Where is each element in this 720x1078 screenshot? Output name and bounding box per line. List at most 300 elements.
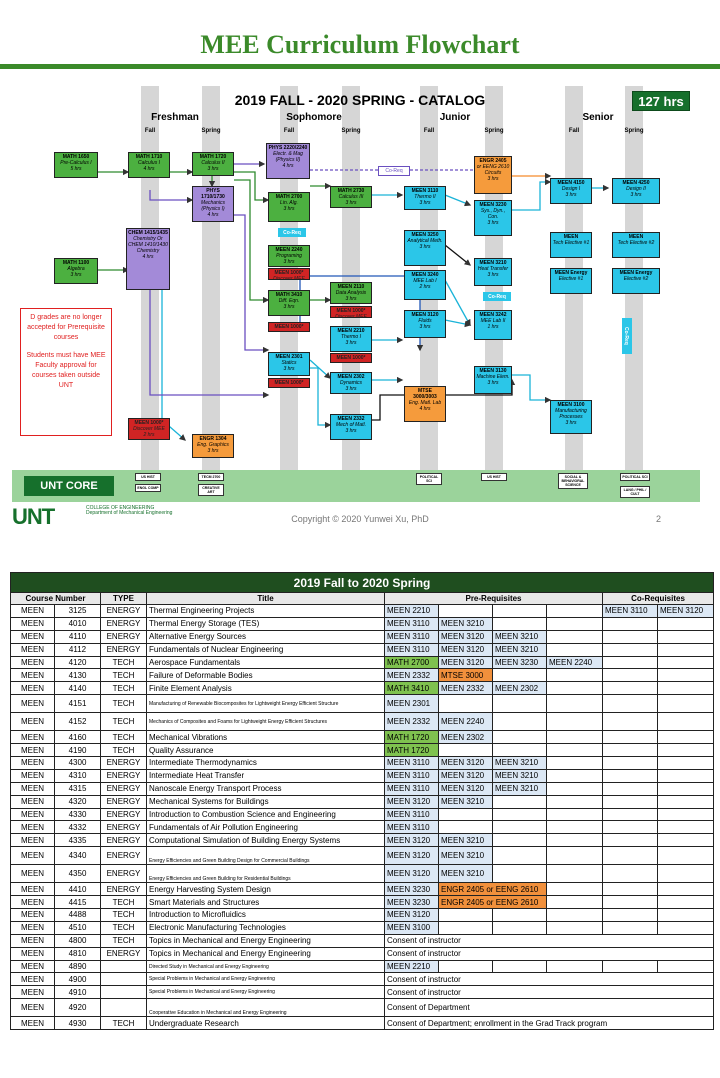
table-cell <box>547 865 603 883</box>
semester-label: Spring <box>484 128 504 134</box>
table-cell: Energy Efficiencies and Green Building for Residential Buildings <box>147 865 385 883</box>
table-cell: MEEN 2332 <box>385 669 439 682</box>
table-cell: MEEN 3120 <box>439 782 493 795</box>
table-cell <box>493 713 547 731</box>
table-cell: TECH <box>101 682 147 695</box>
table-row <box>11 630 714 643</box>
table-cell: ENERGY <box>101 834 147 847</box>
table-cell: MEEN <box>11 865 55 883</box>
table-cell: 4110 <box>55 630 101 643</box>
table-cell: MEEN 3120 <box>439 643 493 656</box>
table-cell: ENERGY <box>101 617 147 630</box>
course-box[interactable]: MEEN 3130 Machine Elem. 3 hrs <box>474 366 512 394</box>
table-cell <box>658 713 714 731</box>
table-cell: Directed Study in Mechanical and Energy Engineering <box>147 960 385 973</box>
table-cell: 4315 <box>55 782 101 795</box>
table-cell: Electronic Manufacturing Technologies <box>147 921 385 934</box>
table-row <box>11 808 714 821</box>
table-cell: 4190 <box>55 744 101 757</box>
table-cell: MEEN <box>11 973 55 986</box>
table-cell <box>493 865 547 883</box>
table-row <box>11 883 714 896</box>
table-cell: 4010 <box>55 617 101 630</box>
table-cell <box>493 605 547 618</box>
table-cell: MEEN <box>11 947 55 960</box>
table-cell: MEEN 3110 <box>385 769 439 782</box>
table-cell <box>658 883 714 896</box>
table-cell: MEEN 2302 <box>439 731 493 744</box>
table-cell <box>493 821 547 834</box>
table-cell <box>439 909 493 922</box>
table-cell: Fundamentals of Air Pollution Engineering <box>147 821 385 834</box>
table-cell <box>658 656 714 669</box>
table-cell <box>603 782 658 795</box>
table-cell: Quality Assurance <box>147 744 385 757</box>
table-cell: Topics in Mechanical and Energy Engineering <box>147 947 385 960</box>
table-cell <box>439 821 493 834</box>
table-cell: MEEN <box>11 757 55 770</box>
table-cell: 4800 <box>55 934 101 947</box>
table-cell: MEEN 3210 <box>439 834 493 847</box>
table-cell: MEEN 3120 <box>385 847 439 865</box>
table-cell <box>658 669 714 682</box>
table-cell: MEEN <box>11 731 55 744</box>
table-cell <box>547 808 603 821</box>
table-cell <box>603 757 658 770</box>
table-cell: 4120 <box>55 656 101 669</box>
table-cell <box>603 795 658 808</box>
table-cell: Consent of Department <box>385 999 714 1017</box>
table-cell <box>603 909 658 922</box>
table-cell: 4890 <box>55 960 101 973</box>
unt-core-bar <box>12 470 700 502</box>
table-cell <box>493 847 547 865</box>
table-cell <box>658 834 714 847</box>
table-cell: Special Problems in Mechanical and Energy Engineering <box>147 986 385 999</box>
table-cell: MEEN 3120 <box>385 795 439 808</box>
table-cell: MEEN 3110 <box>385 757 439 770</box>
slide-title: MEE Curriculum Flowchart <box>200 30 520 59</box>
table-cell: MEEN <box>11 656 55 669</box>
table-cell: MEEN <box>11 909 55 922</box>
table-cell: Cooperative Education in Mechanical and Energy Engineering <box>147 999 385 1017</box>
table-cell <box>493 834 547 847</box>
table-cell <box>658 896 714 909</box>
table-cell: ENGR 2405 or EENG 2610 <box>439 896 547 909</box>
table-cell: MEEN <box>11 960 55 973</box>
table-row <box>11 834 714 847</box>
table-cell: ENERGY <box>101 605 147 618</box>
table-cell <box>603 656 658 669</box>
header-prerequisites: Pre-Requisites <box>385 593 603 605</box>
total-hours-badge: 127 hrs <box>632 91 690 111</box>
header-title: Title <box>147 593 385 605</box>
course-box[interactable]: MEEN 1000* <box>330 353 372 363</box>
table-cell: MEEN <box>11 1017 55 1030</box>
table-cell: Consent of Department; enrollment in the Grad Track program <box>385 1017 714 1030</box>
table-cell: MEEN 2240 <box>547 656 603 669</box>
table-cell <box>493 669 547 682</box>
table-cell: ENERGY <box>101 821 147 834</box>
table-cell <box>603 821 658 834</box>
table-cell: ENERGY <box>101 847 147 865</box>
table-cell: TECH <box>101 669 147 682</box>
table-cell: MEEN <box>11 713 55 731</box>
table-cell: Energy Harvesting System Design <box>147 883 385 896</box>
semester-label: Fall <box>144 128 156 134</box>
table-cell: Failure of Deformable Bodies <box>147 669 385 682</box>
table-cell: TECH <box>101 896 147 909</box>
grade-policy-note: D grades are no longer accepted for Prerequisite courses Students must have MEE Faculty approval for courses taken outside UNT <box>20 308 112 436</box>
table-cell <box>493 731 547 744</box>
table-cell: MEEN 3120 <box>658 605 714 618</box>
table-cell <box>493 795 547 808</box>
year-label-senior: Senior <box>582 112 614 123</box>
course-box[interactable]: MATH 2700 Lin. Alg. 3 hrs <box>268 192 310 222</box>
table-cell <box>547 795 603 808</box>
table-cell <box>603 695 658 713</box>
table-cell: 4130 <box>55 669 101 682</box>
table-cell: MATH 2700 <box>385 656 439 669</box>
coreq-label: Co-Req <box>483 292 511 301</box>
catalog-heading: 2019 FALL - 2020 SPRING - CATALOG <box>234 92 486 108</box>
table-cell: 4140 <box>55 682 101 695</box>
table-row <box>11 795 714 808</box>
table-cell: MEEN <box>11 847 55 865</box>
table-cell <box>439 960 493 973</box>
semester-label: Fall <box>568 128 580 134</box>
table-cell: ENERGY <box>101 808 147 821</box>
table-cell <box>603 769 658 782</box>
course-box[interactable]: MEEN 1000* Discover MEE <box>268 268 310 280</box>
table-cell: MEEN <box>11 605 55 618</box>
table-row <box>11 999 714 1017</box>
table-cell <box>547 847 603 865</box>
table-cell: MEEN 3210 <box>439 847 493 865</box>
table-cell: Introduction to Microfluidics <box>147 909 385 922</box>
table-cell: MEEN <box>11 795 55 808</box>
table-cell: MEEN <box>11 883 55 896</box>
table-cell <box>658 757 714 770</box>
table-cell <box>547 834 603 847</box>
table-cell: 4330 <box>55 808 101 821</box>
table-cell: MEEN 3110 <box>385 808 439 821</box>
table-cell: 4810 <box>55 947 101 960</box>
course-box[interactable]: ENGR 1304 Eng. Graphics 3 hrs <box>192 434 234 458</box>
table-row <box>11 617 714 630</box>
table-cell <box>603 630 658 643</box>
table-cell <box>658 921 714 934</box>
course-box[interactable]: MEEN 2301 Statics 3 hrs <box>268 352 310 376</box>
semester-label: Fall <box>423 128 435 134</box>
table-cell <box>603 744 658 757</box>
table-cell: 4332 <box>55 821 101 834</box>
table-cell: 4160 <box>55 731 101 744</box>
course-box[interactable]: MATH 1710 Calculus I 4 hrs <box>128 152 170 178</box>
table-cell: MEEN <box>11 782 55 795</box>
table-cell: MEEN 2210 <box>385 605 439 618</box>
table-row <box>11 973 714 986</box>
course-box[interactable]: MEEN 2240 Programing 3 hrs <box>268 245 310 267</box>
course-box[interactable]: MEEN 1000* <box>268 322 310 332</box>
table-cell: MEEN 3120 <box>439 630 493 643</box>
course-box[interactable]: MTSE 3000/3003 Eng. Matl. Lab 4 hrs <box>404 386 446 422</box>
course-box[interactable]: MEEN Energy Elective #2 <box>612 268 660 294</box>
table-cell <box>658 865 714 883</box>
table-cell: MEEN 3120 <box>439 769 493 782</box>
table-cell: Intermediate Thermodynamics <box>147 757 385 770</box>
table-cell: MEEN 3110 <box>385 821 439 834</box>
table-cell: ENERGY <box>101 865 147 883</box>
table-cell: 4930 <box>55 1017 101 1030</box>
core-item: US HIST <box>135 473 161 481</box>
table-cell: MEEN 3230 <box>385 896 439 909</box>
core-item: US HIST <box>481 473 507 481</box>
table-cell: TECH <box>101 656 147 669</box>
table-cell <box>547 909 603 922</box>
table-cell: Consent of instructor <box>385 947 714 960</box>
table-cell <box>658 769 714 782</box>
table-cell: Fundamentals of Nuclear Engineering <box>147 643 385 656</box>
table-cell: ENGR 2405 or EENG 2610 <box>439 883 547 896</box>
table-cell <box>603 713 658 731</box>
table-cell: 4410 <box>55 883 101 896</box>
core-item: POLITICAL SCI <box>620 473 650 481</box>
header-course-number: Course Number <box>11 593 101 605</box>
table-cell <box>547 757 603 770</box>
table-cell: MEEN 2301 <box>385 695 439 713</box>
table-cell: Consent of instructor <box>385 934 714 947</box>
course-box[interactable]: MEEN 4250 Design II 3 hrs <box>612 178 660 204</box>
course-box[interactable]: MEEN 1000* Discover MEE 2 hrs <box>128 418 170 440</box>
table-cell: ENERGY <box>101 782 147 795</box>
table-cell: MEEN 3110 <box>603 605 658 618</box>
table-cell <box>547 769 603 782</box>
table-cell: Intermediate Heat Transfer <box>147 769 385 782</box>
table-cell: 4112 <box>55 643 101 656</box>
table-cell <box>101 999 147 1017</box>
table-cell: MEEN 3210 <box>493 630 547 643</box>
course-box[interactable]: ENGR 2405 or EENG 2610 Circuits 3 hrs <box>474 156 512 194</box>
table-cell: Special Problems in Mechanical and Energy Engineering <box>147 973 385 986</box>
table-cell <box>603 617 658 630</box>
table-cell <box>547 630 603 643</box>
table-cell: TECH <box>101 934 147 947</box>
table-row <box>11 643 714 656</box>
table-cell: MEEN 3100 <box>385 921 439 934</box>
coreq-label: Co-Req <box>378 166 410 176</box>
title-rule <box>0 64 720 69</box>
table-cell: Computational Simulation of Building Energy Systems <box>147 834 385 847</box>
table-cell: MATH 1720 <box>385 744 439 757</box>
table-cell: MEEN <box>11 821 55 834</box>
table-cell <box>547 643 603 656</box>
course-box[interactable]: MEEN 2302 Dynamics 3 hrs <box>330 372 372 394</box>
table-cell: Manufacturing of Renewable Biocomposites for Lightweight Energy Efficient Structure <box>147 695 385 713</box>
course-box[interactable]: PHYS 2220/2240 Electr. & Mag (Physics II) 4 hrs <box>266 143 310 179</box>
table-cell: 4920 <box>55 999 101 1017</box>
course-box[interactable]: MEEN 1000* <box>268 378 310 388</box>
table-cell <box>658 682 714 695</box>
table-cell: MEEN 2240 <box>439 713 493 731</box>
table-cell: 4415 <box>55 896 101 909</box>
table-cell: MEEN <box>11 695 55 713</box>
core-item: LANG / PHIL / CULT <box>620 486 650 498</box>
table-cell: MEEN 3210 <box>439 865 493 883</box>
table-cell: Alternative Energy Sources <box>147 630 385 643</box>
core-item: ENGL COMP <box>135 484 161 492</box>
course-box[interactable]: MEEN 3120 Fluids 3 hrs <box>404 310 446 338</box>
table-caption: 2019 Fall to 2020 Spring <box>11 573 714 593</box>
table-cell: MEEN 3110 <box>385 630 439 643</box>
table-cell <box>101 986 147 999</box>
course-box[interactable]: MATH 1720 Calculus II 3 hrs <box>192 152 234 176</box>
table-cell <box>493 744 547 757</box>
table-cell: MEEN 3120 <box>385 865 439 883</box>
course-box[interactable]: MEEN 3242 MEE Lab II 1 hrs <box>474 310 512 340</box>
table-cell <box>603 847 658 865</box>
table-cell: Thermal Energy Storage (TES) <box>147 617 385 630</box>
table-cell <box>493 921 547 934</box>
table-cell: 4900 <box>55 973 101 986</box>
table-cell: MEEN <box>11 808 55 821</box>
year-label-junior: Junior <box>439 112 471 123</box>
course-box[interactable]: MEEN 2332 Mech of Matl. 3 hrs <box>330 414 372 440</box>
table-cell: 4310 <box>55 769 101 782</box>
course-box[interactable]: MEEN 1000* Discover MEE <box>330 306 372 318</box>
table-cell: Nanoscale Energy Transport Process <box>147 782 385 795</box>
table-cell: MEEN <box>11 669 55 682</box>
table-row <box>11 896 714 909</box>
course-box[interactable]: MATH 1100 Algebra 3 hrs <box>54 258 98 284</box>
table-cell: Consent of instructor <box>385 973 714 986</box>
table-cell: Topics in Mechanical and Energy Engineering <box>147 934 385 947</box>
table-cell <box>547 782 603 795</box>
table-row <box>11 731 714 744</box>
table-cell: MEEN <box>11 643 55 656</box>
table-cell <box>658 731 714 744</box>
table-cell: ENERGY <box>101 795 147 808</box>
table-cell <box>603 883 658 896</box>
table-cell: 4350 <box>55 865 101 883</box>
course-box[interactable]: MEEN 4150 Design I 3 hrs <box>550 178 592 204</box>
table-cell: TECH <box>101 695 147 713</box>
table-cell: ENERGY <box>101 643 147 656</box>
year-label-freshman: Freshman <box>151 112 199 123</box>
table-cell <box>603 896 658 909</box>
table-cell <box>603 731 658 744</box>
table-row <box>11 821 714 834</box>
table-cell: ENERGY <box>101 769 147 782</box>
table-cell: MEEN 3110 <box>385 617 439 630</box>
table-cell: Mechanical Systems for Buildings <box>147 795 385 808</box>
column-bar <box>202 86 220 476</box>
course-box[interactable]: MEEN 2110 Data Analysis 3 hrs <box>330 282 372 304</box>
table-cell: 4300 <box>55 757 101 770</box>
table-cell: MEEN <box>11 921 55 934</box>
semester-label: Spring <box>624 128 644 134</box>
table-cell <box>101 973 147 986</box>
course-box[interactable]: MATH 1650 Pre-Calculus I 5 hrs <box>54 152 98 178</box>
table-cell <box>547 821 603 834</box>
table-cell <box>439 695 493 713</box>
table-cell: TECH <box>101 744 147 757</box>
table-cell: MEEN 3120 <box>439 757 493 770</box>
table-cell: Mechanics of Composites and Foams for Lightweight Energy Efficient Structures <box>147 713 385 731</box>
table-cell: TECH <box>101 731 147 744</box>
table-cell: MEEN <box>11 934 55 947</box>
table-cell: MEEN <box>11 769 55 782</box>
table-row <box>11 934 714 947</box>
course-box[interactable]: MATH 2730 Calculus III 3 hrs <box>330 186 372 208</box>
table-cell <box>658 808 714 821</box>
table-cell: TECH <box>101 909 147 922</box>
table-cell: TECH <box>101 1017 147 1030</box>
table-row <box>11 605 714 618</box>
course-box[interactable]: MEEN Energy Elective #1 <box>550 268 592 294</box>
course-box[interactable]: MEEN 3100 Manufacturing Processes 3 hrs <box>550 400 592 434</box>
course-box[interactable]: MEEN 3210 Heat Transfer 3 hrs <box>474 258 512 286</box>
table-cell: MEEN 3210 <box>439 617 493 630</box>
table-cell: 4910 <box>55 986 101 999</box>
table-cell <box>547 713 603 731</box>
table-cell: TECH <box>101 713 147 731</box>
table-cell: MEEN <box>11 630 55 643</box>
course-box[interactable]: MEEN Tech Elective #1 <box>550 232 592 258</box>
course-box[interactable]: PHYS 1710/1730 Mechanics (Physics I) 4 hrs <box>192 186 234 222</box>
table-cell: MEEN 3230 <box>385 883 439 896</box>
table-cell: MEEN <box>11 896 55 909</box>
course-box[interactable]: MATH 3410 Diff. Eqn. 3 hrs <box>268 290 310 316</box>
table-cell <box>658 643 714 656</box>
table-cell <box>658 795 714 808</box>
table-row <box>11 1017 714 1030</box>
table-cell: Mechanical Vibrations <box>147 731 385 744</box>
course-box[interactable]: MEEN 3240 MEE Lab I 2 hrs <box>404 270 446 300</box>
table-cell <box>603 808 658 821</box>
table-cell <box>547 883 603 896</box>
table-cell: 4320 <box>55 795 101 808</box>
table-cell <box>547 682 603 695</box>
coreq-label: Co-Req <box>278 228 306 237</box>
table-cell: MTSE 3000 <box>439 669 493 682</box>
table-cell: MEEN 2332 <box>385 713 439 731</box>
table-row <box>11 682 714 695</box>
course-box[interactable]: MEEN 3250 Analytical Meth. 3 hrs <box>404 230 446 266</box>
course-box[interactable]: CHEM 1415/1435 Chemistry Or CHEM 1410/1430 Chemistry 4 hrs <box>126 228 170 290</box>
course-box[interactable]: MEEN 3110 Thermo II 3 hrs <box>404 186 446 210</box>
table-cell: MEEN 3110 <box>385 643 439 656</box>
table-row <box>11 669 714 682</box>
slide-gap <box>0 540 720 570</box>
table-cell <box>603 643 658 656</box>
electives-table-wrap <box>10 572 713 1030</box>
table-row <box>11 986 714 999</box>
table-cell: 4151 <box>55 695 101 713</box>
table-cell: 4152 <box>55 713 101 731</box>
course-box[interactable]: MEEN Tech Elective #2 <box>612 232 660 258</box>
table-cell: Finite Element Analysis <box>147 682 385 695</box>
year-label-sophomore: Sophomore <box>286 112 342 123</box>
table-cell: MEEN 3120 <box>439 656 493 669</box>
table-cell: 4510 <box>55 921 101 934</box>
table-cell <box>603 834 658 847</box>
table-row <box>11 847 714 865</box>
table-cell <box>658 782 714 795</box>
course-box[interactable]: MEEN 3230 Sys., Dyn., Con. 3 hrs <box>474 200 512 236</box>
table-cell <box>658 630 714 643</box>
course-box[interactable]: MEEN 2210 Thermo I 3 hrs <box>330 326 372 352</box>
